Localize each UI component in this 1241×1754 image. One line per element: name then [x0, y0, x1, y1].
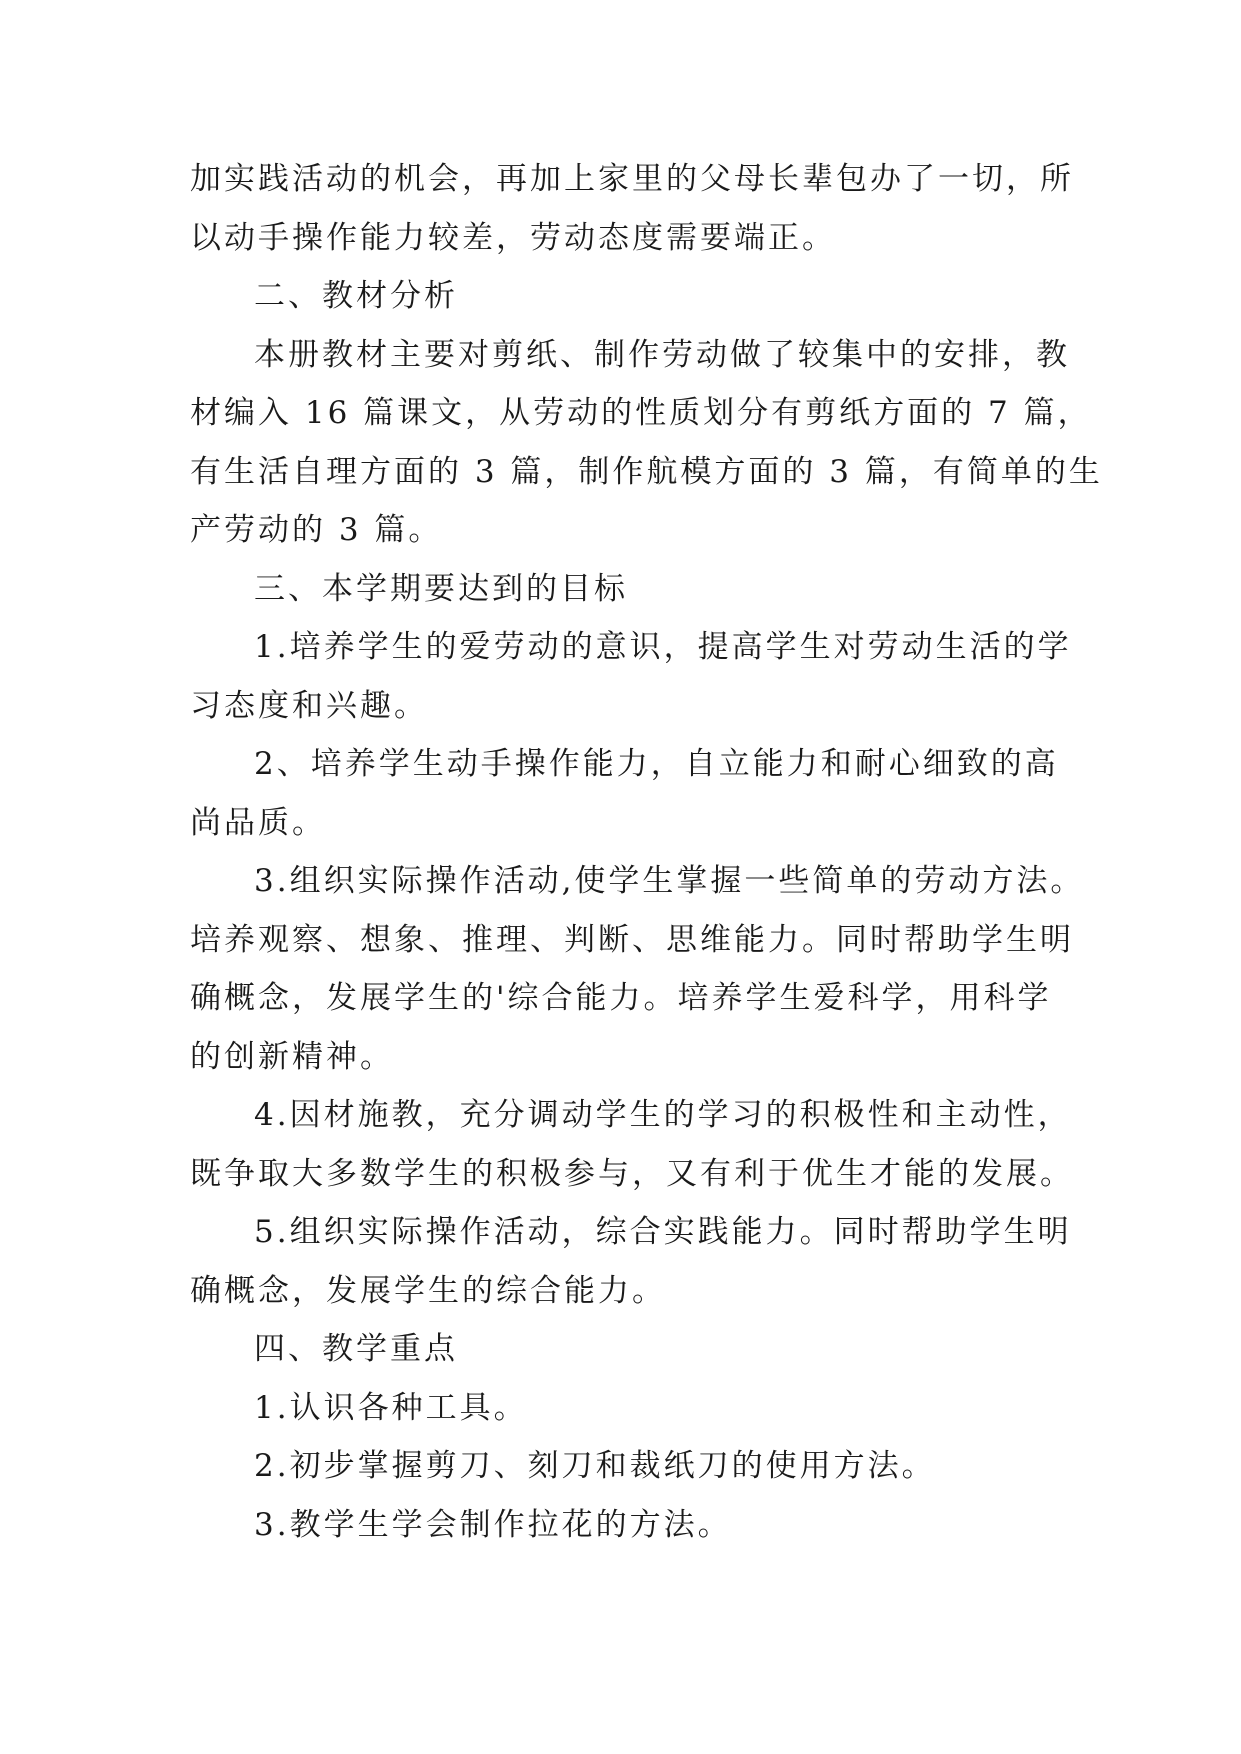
section-heading: 二、教材分析 — [254, 278, 458, 314]
text-line: 确概念，发展学生的综合能力。 — [190, 1272, 666, 1309]
list-item: 2.初步掌握剪刀、刻刀和裁纸刀的使用方法。 — [254, 1448, 936, 1484]
list-item: 5.组织实际操作活动，综合实践能力。同时帮助学生明 — [254, 1214, 1072, 1250]
text-line: 既争取大多数学生的积极参与，又有利于优生才能的发展。 — [190, 1155, 1074, 1192]
list-item: 3.组织实际操作活动,使学生掌握一些简单的劳动方法。 — [254, 863, 1085, 899]
list-item: 1.培养学生的爱劳动的意识，提高学生对劳动生活的学 — [254, 629, 1072, 665]
document-body — [190, 150, 1103, 1554]
section-heading: 三、本学期要达到的目标 — [254, 570, 628, 607]
section-heading: 四、教学重点 — [254, 1331, 458, 1367]
text-line: 材编入 16 篇课文，从劳动的性质划分有剪纸方面的 7 篇， — [190, 395, 1092, 431]
text-line: 的创新精神。 — [190, 1038, 394, 1075]
list-item: 1.认识各种工具。 — [254, 1389, 528, 1426]
text-line: 加实践活动的机会，再加上家里的父母长辈包办了一切，所 — [190, 161, 1074, 197]
text-line: 以动手操作能力较差，劳动态度需要端正。 — [190, 219, 836, 256]
text-line: 确概念，发展学生的'综合能力。培养学生爱科学，用科学 — [190, 980, 1052, 1016]
text-line: 习态度和兴趣。 — [190, 687, 428, 724]
text-line: 有生活自理方面的 3 篇，制作航模方面的 3 篇，有简单的生 — [190, 453, 1103, 490]
text-line: 尚品质。 — [190, 804, 326, 841]
text-line: 本册教材主要对剪纸、制作劳动做了较集中的安排，教 — [254, 336, 1070, 373]
list-item: 3.教学生学会制作拉花的方法。 — [254, 1506, 732, 1543]
text-line: 产劳动的 3 篇。 — [190, 512, 443, 548]
list-item: 2、培养学生动手操作能力，自立能力和耐心细致的高 — [254, 746, 1059, 782]
text-line: 培养观察、想象、推理、判断、思维能力。同时帮助学生明 — [190, 921, 1074, 958]
list-item: 4.因材施教，充分调动学生的学习的积极性和主动性， — [254, 1097, 1072, 1133]
